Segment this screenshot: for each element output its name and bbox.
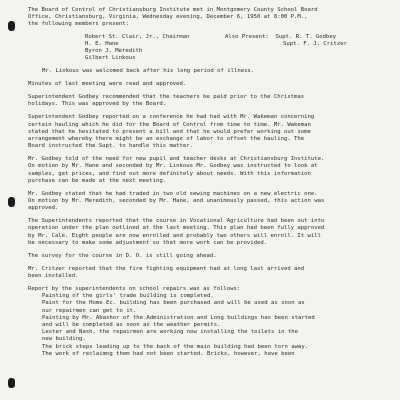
intro-line: the following members present: bbox=[28, 21, 130, 28]
intro-line: Office, Christiansburg, Virginia, Wednesday evening, December 6, 1950 at 8:00 P.M., bbox=[28, 14, 308, 21]
repair-item: new building. bbox=[42, 336, 86, 343]
paragraph-line: operation under the plan outlined at the last meeting. This plan had been fully approved bbox=[28, 225, 325, 232]
paragraph-line: been installed. bbox=[28, 273, 79, 280]
paragraph: The survey for the course in D. O. is still going ahead. bbox=[28, 252, 217, 259]
paragraph-line: Board instructed the Supt. to handle this matter. bbox=[28, 143, 194, 150]
minutes-text bbox=[28, 7, 384, 358]
member-name: Byron J. Meredith bbox=[85, 48, 143, 55]
repair-item: Painting of the girls' trade building is completed. bbox=[42, 293, 214, 300]
punch-hole bbox=[8, 378, 15, 388]
attendance-block bbox=[85, 34, 384, 63]
paragraph-line: On motion by Mr. Hane and seconded by Mr. Linkous Mr. Godbey was instructed to look at bbox=[28, 163, 318, 170]
punch-hole bbox=[8, 197, 15, 207]
paragraph-line: be necessary to make some adjustment so that more work can be provided. bbox=[28, 239, 268, 246]
also-present-line: Supt. F. J. Critzer bbox=[283, 40, 347, 47]
members-present-list bbox=[85, 34, 225, 63]
paragraph-line: Mr. Critzer reported that the fire fighting equipment had at long last arrived and bbox=[28, 265, 305, 272]
repair-item: and will be completed as soon as the weather permits. bbox=[42, 322, 221, 329]
repairs-intro: Report by the superintendents on school repairs was as follows: bbox=[28, 286, 241, 293]
also-present-line: Also Present: Supt. R. T. Godbey bbox=[225, 33, 337, 40]
paragraph-line: arrangement whereby there might be an exchange of labor to offset the hauling. The bbox=[28, 136, 305, 143]
paragraph: Mr. Linkous was welcomed back after his long period of illness. bbox=[42, 68, 255, 75]
repair-item: The work of reclaimng them had not been started. Bricks, however, have been bbox=[42, 350, 295, 357]
paragraph-line: stated that he hesitated to present a bill and that he would prefer working out some bbox=[28, 128, 311, 135]
repair-item: Painting by Mr. Abashor of the Administration and Long buildings has been started bbox=[42, 314, 315, 321]
repair-item: Paint for the Home Ec. building has been purchased and will be used as soon as bbox=[42, 300, 305, 307]
punch-hole bbox=[8, 21, 15, 31]
paragraph-line: purchase can be made at the next meeting. bbox=[28, 177, 167, 184]
paragraph-line: samples, get prices, and find out more definitely about needs. With this information bbox=[28, 170, 311, 177]
repair-item: Lester and Nash, the repairmen are working now installing the toilets in the bbox=[42, 329, 298, 336]
paragraph-line: Mr. Godbey told of the need for new pupil and teacher desks at Christiansburg Institute. bbox=[28, 156, 325, 163]
paragraph-line: Mr. Godbey stated that he had traded in two old sewing machines on a new electric one. bbox=[28, 190, 318, 197]
member-name: Gilbert Linkous bbox=[85, 55, 136, 62]
paragraph-line: approved. bbox=[28, 205, 59, 212]
intro-line: The Board of Control of Christiansburg Institute met in Montgomery County School Board bbox=[28, 7, 318, 13]
paragraph-line: On motion by Mr. Meredith, seconded by Mr. Hane, and unanimously passed, this action was bbox=[28, 198, 325, 205]
paragraph-line: by Mr. Cale. Eight people are now enrolled and probably two others will enroll. It will bbox=[28, 232, 321, 239]
paragraph-line: Superintendent Godbey reported on a conference he had had with Mr. Wakeman concerning bbox=[28, 114, 315, 121]
member-name: H. E. Hane bbox=[85, 40, 119, 47]
repair-item: The brick steps leading up to the back of the main building had been torn away. bbox=[42, 343, 309, 350]
paragraph: Minutes of last meeting were read and approved. bbox=[28, 81, 187, 88]
repair-item: our repairmen can get to it. bbox=[42, 307, 137, 314]
paragraph-line: certain hauling which he did for the Board of Control from time to time. Mr. Wakeman bbox=[28, 121, 311, 128]
also-present-list bbox=[225, 34, 347, 63]
member-name: Robert St. Clair, Jr., Chairman bbox=[85, 33, 190, 40]
paragraph-line: Superintendent Godbey recommended that the teachers be paid prior to the Christmas bbox=[28, 94, 305, 101]
paragraph-line: holidays. This was approved by the Board. bbox=[28, 101, 167, 108]
paragraph-line: The Superintendents reported that the course in Vocational Agriculture had been out into bbox=[28, 218, 325, 225]
